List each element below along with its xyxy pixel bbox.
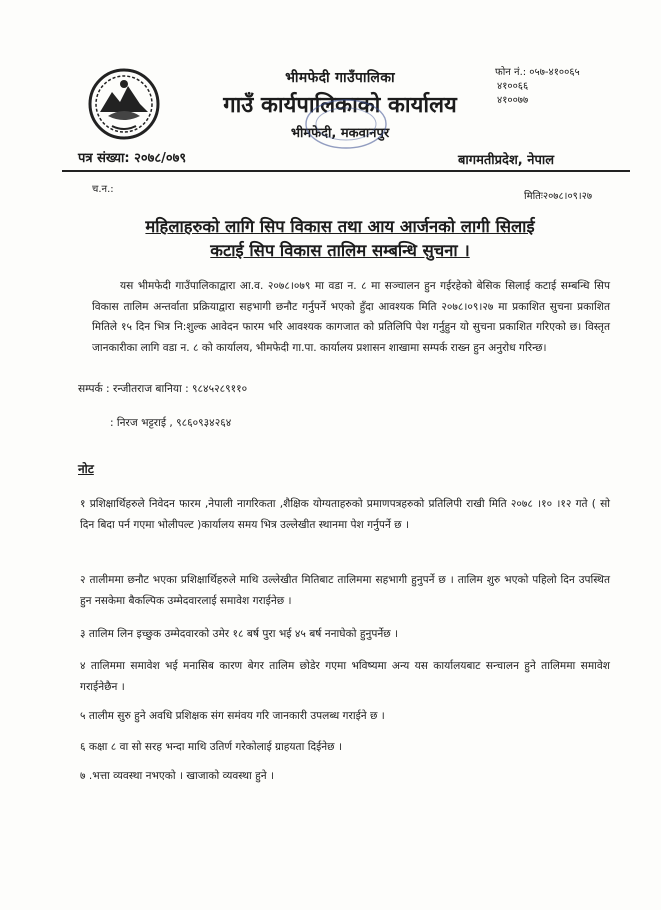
office-seal-stamp (302, 96, 390, 152)
letter-date: मितिः२०७८।०९।२७ (524, 191, 593, 202)
note-item: ६ कक्षा ८ वा सो सरह भन्दा माथि उतिर्ण गरेकोलाई ग्राहयता दिईनेछ । (80, 741, 342, 753)
contact-line: सम्पर्क : रन्जीतराज बानिया : ९८४५२८९११० (78, 383, 248, 395)
dispatch-number: च.न.: (92, 184, 114, 195)
note-item: २ तालीममा छनौट भएका प्रशिक्षार्थिहरुले माथि उल्लेखीत मितिबाट तालिममा सहभागी हुनुपर्ने छ । तालिम शुरु भएको पहिलो दिन उपस्थित हुन नसकेमा बैकल्पिक उम्मेदवारलाई समावेश गराईनेछ । (80, 574, 610, 607)
notice-title (80, 215, 600, 263)
notice-title-line: कटाई सिप विकास तालिम सम्बन्धि सुचना । (210, 241, 470, 260)
note-item: ३ तालिम लिन इच्छुक उम्मेदवारको उमेर १८ बर्ष पुरा भई ४५ बर्ष ननाघेको हुनुपर्नेछ । (80, 628, 399, 640)
header-divider (62, 170, 630, 172)
phone-number: फोन नं.: ०५७-४१००६५ (495, 67, 580, 78)
notes-heading: नोट (78, 462, 94, 476)
province-label: बागमतीप्रदेश, नेपाल (458, 153, 555, 168)
phone-number: ४१००७७ (497, 95, 529, 106)
municipality-name: भीमफेदी गाउँपालिका (285, 70, 395, 86)
note-item: १ प्रशिक्षार्थिहरुले निवेदन फारम ,नेपाली नागरिकता ,शैक्षिक योग्यताहरुको प्रमाणपत्रहरुको प्रतिलिपी राखी मिति २०७८ ।१० ।१२ गते ( सो दिन बिदा पर्न गएमा भोलीपल्ट )कार्यालय समय भित्र उल्लेखीत स्थानमा पेश गर्नुपर्ने छ । (80, 498, 610, 531)
nepal-emblem-logo (86, 66, 162, 142)
notice-title-line: महिलाहरुको लागि सिप विकास तथा आय आर्जनको लागी सिलाई (145, 217, 535, 236)
office-name: गाउँ कार्यपालिकाको कार्यालय (223, 93, 457, 118)
phone-number: ४१००६६ (497, 81, 529, 92)
note-item: ५ तालीम सुरु हुने अवधि प्रशिक्षक संग समंवय गरि जानकारी उपलब्ध गराईने छ । (80, 710, 385, 722)
office-address: भीमफेदी, मकवानपुर (290, 126, 390, 141)
letter-reference-number: पत्र संख्या: २०७८/०७९ (78, 151, 187, 166)
note-item: ७ .भत्ता व्यवस्था नभएको । खाजाको व्यवस्था हुने । (80, 770, 274, 782)
note-item: ४ तालिममा समावेश भई मनासिब कारण बेगर तालिम छोडेर गएमा भविष्यमा अन्य यस कार्यालयबाट सन्चालन हुने तालिममा समावेश गराईनेछैन । (80, 660, 610, 693)
phone-numbers (495, 66, 580, 108)
notice-body: यस भीमफेदी गाउँपालिकाद्वारा आ.व. २०७८।०७९ मा वडा न. ८ मा सञ्चालन हुन गईरहेको बेसिक सिलाई कटाई सम्बन्धि सिप विकास तालिम अन्तर्वाता प्रक्रियाद्वारा सहभागी छनौट गर्नुपर्ने भएको हुँदा आवश्यक मिति २०७८।०९।२७ मा प्रकाशित सुचना प्रकाशित मितिले १५ दिन भित्र नि:शुल्क आवेदन फारम भरि आवश्यक कागजात को प्रतिलिपि पेश गर्नुहुन यो सुचना प्रकाशित गरिएको छ। विस्तृत जानकारीका लागि वडा न. ८ को कार्यालय, भीमफेदी गा.पा. कार्यालय प्रशासन शाखामा सम्पर्क राख्न हुन अनुरोध गरिन्छ। (92, 280, 610, 354)
contact-line: : निरज भट्टराई , ९८६०९३४२६४ (110, 417, 232, 429)
